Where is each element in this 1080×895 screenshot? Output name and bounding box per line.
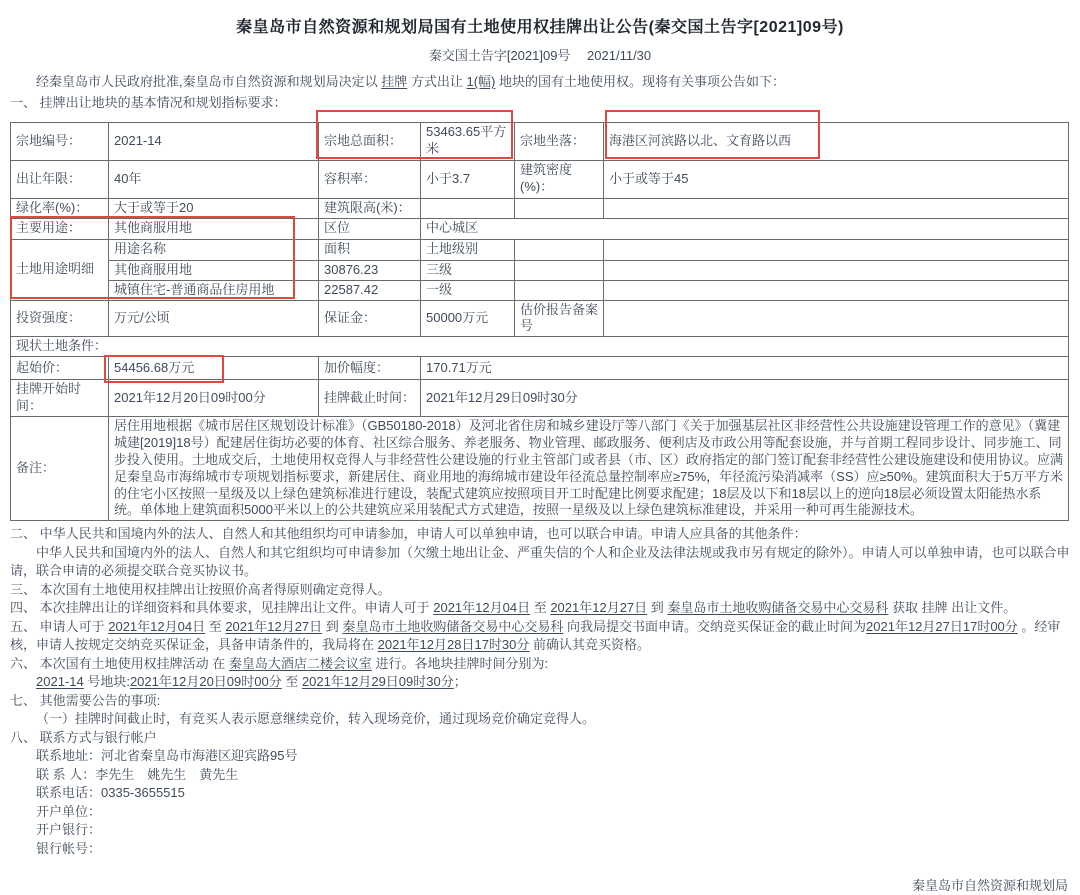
cell-investment-label: 投资强度： [11,300,109,337]
cell-listing-start-value: 2021年12月20日09时00分 [109,380,319,417]
cell-listing-end-label: 挂牌截止时间： [319,380,421,417]
cell-remark-value: 居住用地根据《城市居住区规划设计标准》（GB50180-2018）及河北省住房和城乡建设厅等八部门《关于加强基层社区非经营性公共设施建设管理工作的意见》（冀建城建[2019]18号）配建居住街坊必要的体育、社区综合服务、养老服务、物业管理、邮政服务、便利店及市政公用等配套设施，并与首期工程同步设计、同步施工、同步投入使用。土地成交后，土地使用权竞得人与非经营性公建设施的行业主管部门或者县（市、区）政府指定的部门签订配套非经营性公建设施建设和使用协议。应满足秦皇岛市海绵城市专项规划指标要求，新建居住、商业用地的海绵城市建设年径流总量控制率应≥75%，年径流污染消减率（SS）应≥50%。建筑面积大于5万平方米的住宅小区按照一星级及以上绿色建筑标准进行建设，装配式建筑应按照项目开工时配建比例要求配建；18层及以下和18层以上的逆向18层必须设置太阳能热水系统。单体地上建筑面积5000平米以上的公共建筑应采用装配式方式建造，按照一星级及以上绿色建筑标准建设，并采用一种可再生能源技术。 [109,416,1069,520]
issuer-signature: 秦皇岛市自然资源和规划局 [911,878,1068,894]
notice-paragraph: 联系地址：河北省秦皇岛市海港区迎宾路95号 [36,748,298,764]
cell-empty [604,239,1069,260]
cell-far-value: 小于3.7 [421,160,515,198]
notice-paragraph: 2021-14 号地块:2021年12月20日09时00分 至 2021年12月29日09时30分； [36,674,467,690]
cell-use-row1-grade: 三级 [421,260,515,280]
cell-density-value: 小于或等于45 [604,160,1069,198]
section-1-heading: 一、 挂牌出让地块的基本情况和规划指标要求： [10,94,287,110]
notice-paragraph: 六、 本次国有土地使用权挂牌活动 在 秦皇岛大酒店二楼会议室 进行。各地块挂牌时间分别为: [10,655,549,671]
notice-paragraph: 五、 申请人可于 2021年12月04日 至 2021年12月27日 到 秦皇岛市土地收购储备交易中心交易科 向我局提交书面申请。交纳竞买保证金的截止时间为2021年12月27日17时00分 。经审核，申请人按规定交纳竞买保证金，具备申请条件的，我局将在 2021年12月28日17时30分 前确认其竞买资格。 [10,618,1061,653]
cell-use-name-header: 用途名称 [109,239,319,260]
cell-district-value: 中心城区 [421,218,1069,239]
notice-paragraph: 三、 本次国有土地使用权挂牌出让按照价高者得原则确定竞得人。 [10,581,391,597]
cell-parcel-no-label: 宗地编号： [11,122,109,160]
cell-listing-start-label: 挂牌开始时间： [11,380,109,417]
doc-number-line: 秦交国土告字[2021]09号 2021/11/30 [428,48,652,63]
cell-use-row1-name: 其他商服用地 [109,260,319,280]
cell-empty [604,198,1069,218]
cell-area-header: 面积 [319,239,421,260]
cell-deposit-value: 50000万元 [421,300,515,337]
cell-grade-header: 土地级别 [421,239,515,260]
cell-height-limit-value [421,198,515,218]
cell-main-use-value: 其他商服用地 [109,218,319,239]
cell-empty [515,239,604,260]
cell-listing-end-value: 2021年12月29日09时30分 [421,380,1069,417]
notice-paragraph: 开户单位： [36,803,102,819]
notice-paragraph: 八、 联系方式与银行帐户 [10,729,157,745]
cell-green-rate-label: 绿化率(%)： [11,198,109,218]
cell-location-value [604,122,1069,160]
cell-increment-value: 170.71万元 [421,357,1069,380]
cell-far-label: 容积率： [319,160,421,198]
cell-total-area-value: 53463.65平方米 [421,122,515,160]
notice-paragraph: 银行帐号： [36,840,102,856]
cell-empty [515,280,604,300]
main-use-label-text: 主要用途： [16,220,82,236]
intro-paragraph: 经秦皇岛市人民政府批准,秦皇岛市自然资源和规划局决定以 挂牌 方式出让 1(幅) 地块的国有土地使用权。现将有关事项公告如下： [36,74,785,89]
notice-paragraph: 四、 本次挂牌出让的详细资料和具体要求，见挂牌出让文件。申请人可于 2021年12月04日 至 2021年12月27日 到 秦皇岛市土地收购储备交易中心交易科 获取 挂牌 出让文件。 [10,600,1017,616]
land-parcel-table [10,122,1069,522]
cell-investment-value: 万元/公顷 [109,300,319,337]
notice-paragraph: 中华人民共和国境内外的法人、自然人和其它组织均可申请参加（欠缴土地出让金、严重失信的个人和企业及法律法规或我市另有规定的除外）。申请人可以单独申请，也可以联合申请，联合申请的必须提交联合竞买协议书。 [10,544,1070,579]
start-price-value-text: 54456.68万元 [114,359,195,375]
cell-empty [515,260,604,280]
cell-density-label: 建筑密度(%)： [515,160,604,198]
cell-total-area-label [319,122,421,160]
cell-parcel-no-value: 2021-14 [109,122,319,160]
cell-empty [604,280,1069,300]
cell-start-price-value [109,357,319,380]
cell-appraisal-label: 估价报告备案号 [515,300,604,337]
cell-use-row2-area: 22587.42 [319,280,421,300]
cell-use-row2-name: 城镇住宅-普通商品住房用地 [109,280,319,300]
cell-start-price-label: 起始价： [11,357,109,380]
total-area-label-text: 宗地总面积： [324,132,403,148]
cell-empty [604,260,1069,280]
cell-deposit-label: 保证金： [319,300,421,337]
cell-empty [515,198,604,218]
notice-paragraph: 联 系 人：李先生 姚先生 黄先生 [36,766,239,782]
notice-paragraph: 二、 中华人民共和国境内外的法人、自然人和其他组织均可申请参加，申请人可以单独申请，也可以联合申请。申请人应具备的其他条件： [10,526,807,542]
notice-paragraph: （一）挂牌时间截止时，有竞买人表示愿意继续竞价，转入现场竞价，通过现场竞价确定竞得人。 [36,711,596,727]
notice-paragraph: 七、 其他需要公告的事项: [10,692,161,708]
cell-term-label: 出让年限： [11,160,109,198]
notice-paragraph: 开户银行： [36,822,102,838]
cell-term-value: 40年 [109,160,319,198]
cell-current-condition: 现状土地条件： [11,337,1069,357]
location-value-text: 海港区河滨路以北、文育路以西 [609,132,792,148]
cell-green-rate-value: 大于或等于20 [109,198,319,218]
cell-remark-label: 备注： [11,416,109,520]
notices-section [10,525,1070,858]
cell-height-limit-label: 建筑限高(米)： [319,198,421,218]
cell-increment-label: 加价幅度： [319,357,421,380]
page-title: 秦皇岛市自然资源和规划局国有土地使用权挂牌出让公告(秦交国土告字[2021]09号) [236,19,844,36]
cell-empty [604,300,1069,337]
cell-use-row2-grade: 一级 [421,280,515,300]
cell-main-use-label [11,218,109,239]
cell-district-label: 区位 [319,218,421,239]
cell-use-row1-area: 30876.23 [319,260,421,280]
cell-location-label: 宗地坐落： [515,122,604,160]
cell-use-detail-label: 土地用途明细 [11,239,109,300]
notice-paragraph: 联系电话：0335-3655515 [36,785,185,801]
